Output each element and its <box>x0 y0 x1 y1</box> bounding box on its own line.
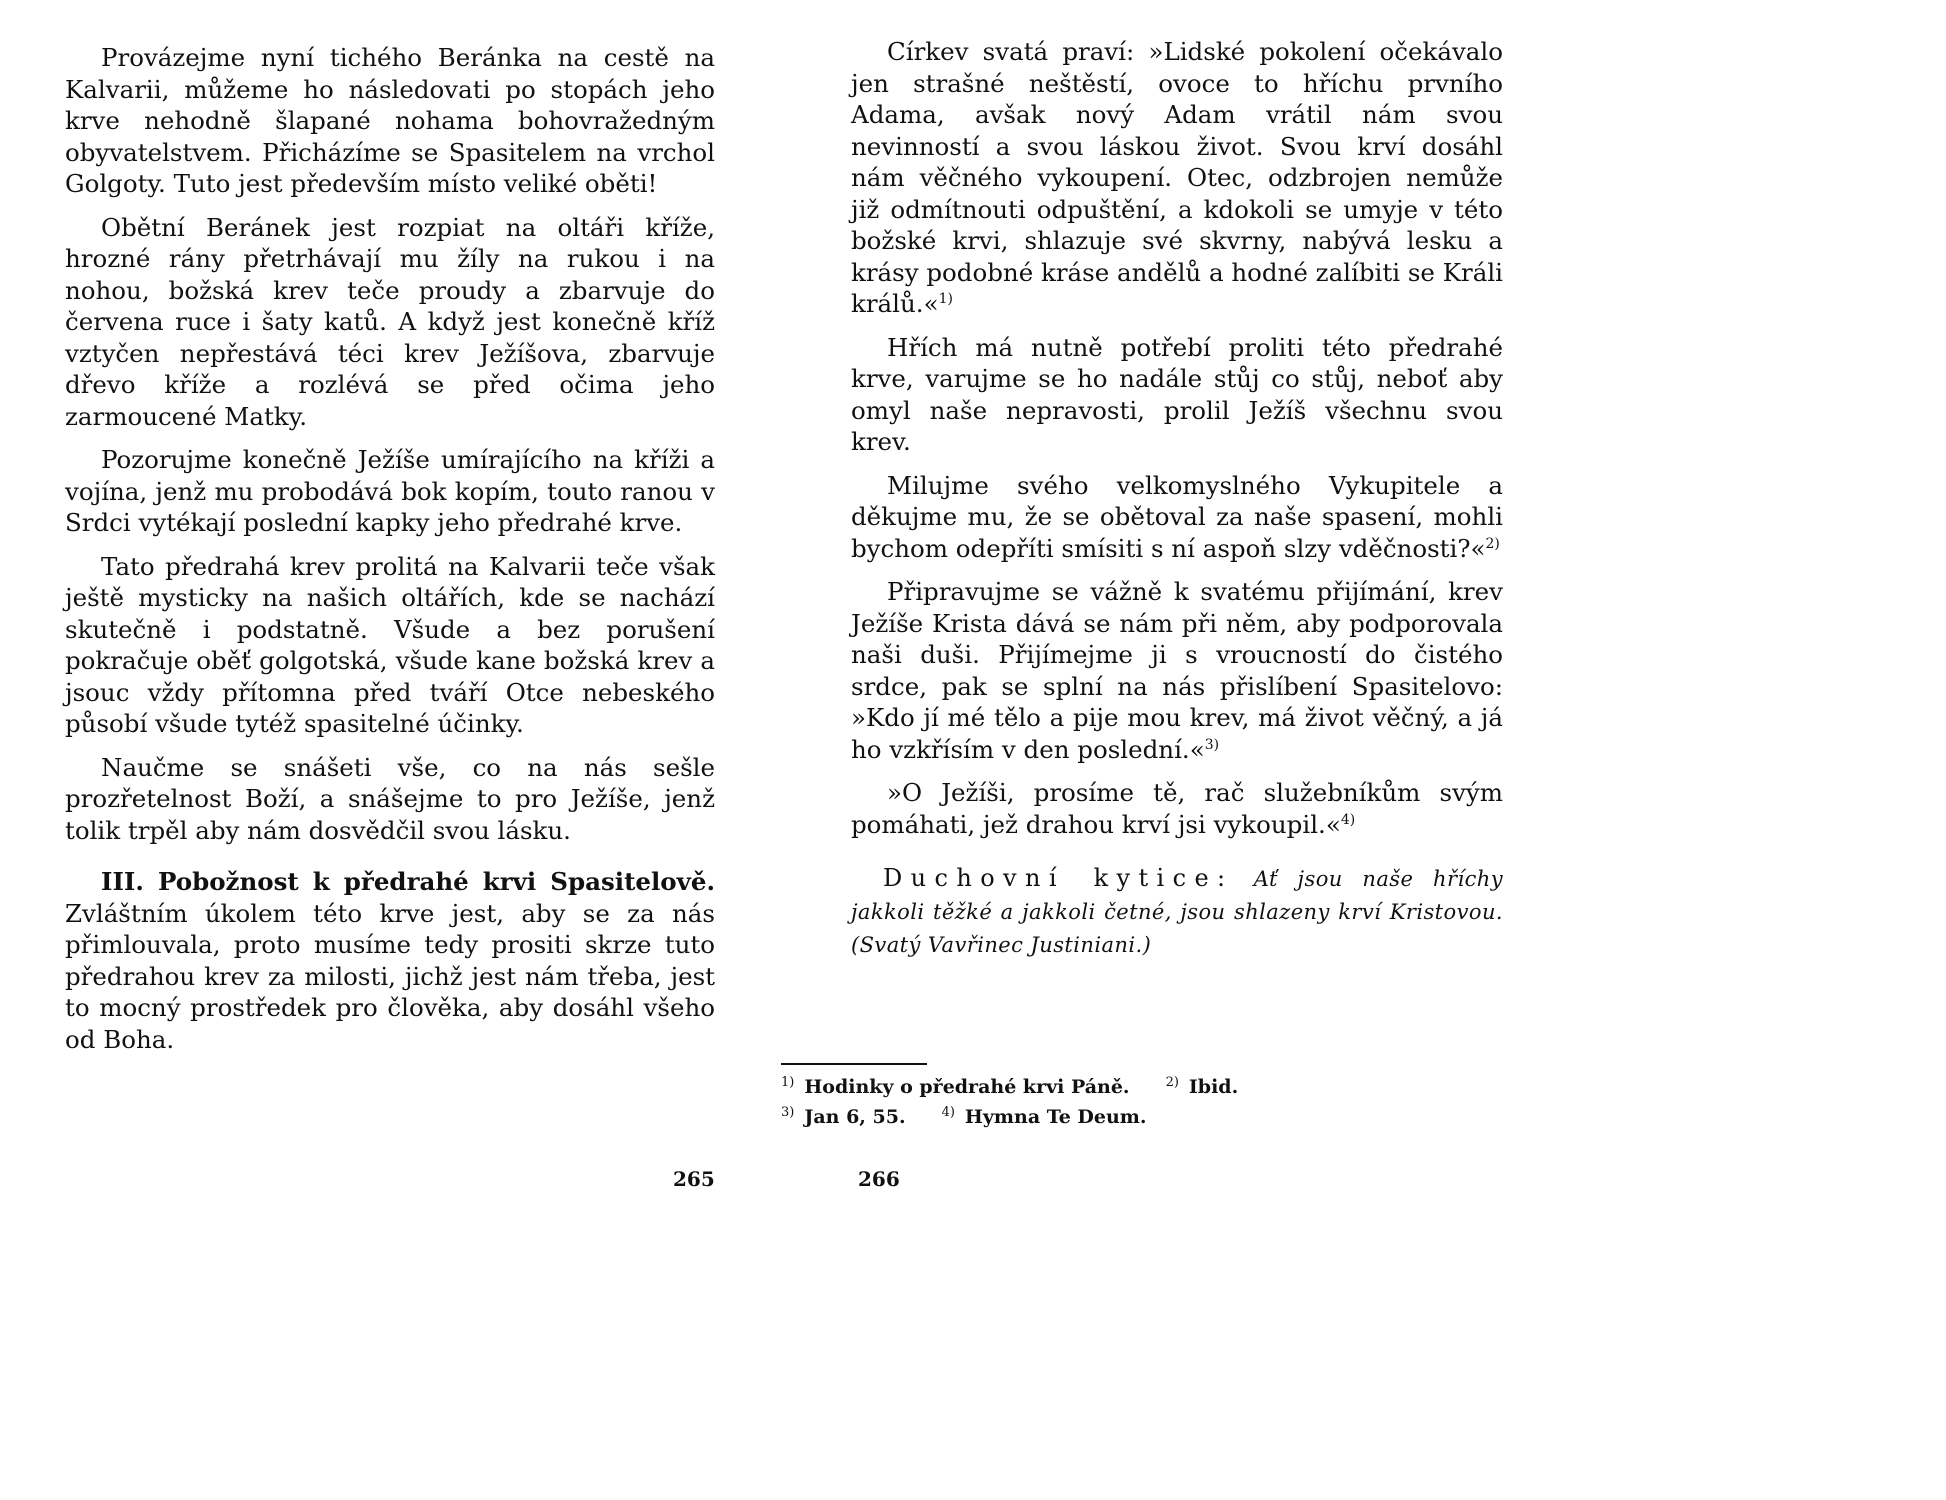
footnote-divider <box>781 1063 927 1065</box>
footnote-number: 4) <box>941 1105 955 1120</box>
section-text: Zvláštním úkolem této krve jest, aby se za nás přimlouvala, proto musíme tedy prositi skrze tuto předrahou krev za milosti, jichž jest nám třeba, jest to mocný prostředek pro člověka, aby dosáhl všeho od Boha. <box>65 898 715 1054</box>
bouquet-source: (Svatý Vavřinec Justiniani.) <box>851 933 1152 957</box>
gratitude-text: Milujme svého velkomyslného Vykupitele a děkujme mu, že se obětoval za naše spasení, mohli bychom odepříti smísiti s ní aspoň slzy vděčnosti?« <box>851 470 1503 563</box>
footnote-ref-3: 3) <box>1204 736 1220 753</box>
footnote-row <box>781 1072 1401 1102</box>
communion-text: Připravujme se vážně k svatému přijímání, krev Ježíše Krista dává se nám při něm, aby podporovala naši duši. Přijímejme ji s vroucností do čistého srdce, pak se splní na nás přislíbení Spasitelovo: »Kdo jí mé tělo a pije mou krev, má život věčný, a já ho vzkřísím v den poslední.« <box>851 577 1503 764</box>
bouquet-text: Ať jsou naše hříchy jakkoli těžké a jakkoli četné, jsou shlazeny krví Kristovou. <box>851 867 1503 924</box>
bouquet-label: Duchovní kytice: <box>883 864 1234 892</box>
paragraph-gratitude <box>851 470 1503 565</box>
paragraph-communion <box>851 576 1503 765</box>
footnote-4 <box>942 1102 1147 1132</box>
footnotes <box>781 1072 1401 1132</box>
right-text-column <box>851 36 1503 973</box>
paragraph-prayer <box>851 777 1503 840</box>
footnote-2 <box>1166 1072 1239 1102</box>
footnote-3 <box>781 1102 906 1132</box>
footnote-number: 3) <box>781 1105 795 1120</box>
paragraph-endurance: Naučme se snášeti vše, co na nás sešle prozřetelnost Boží, a snášejme to pro Ježíše, jenž tolik trpěl aby nám dosvědčil svou lásku. <box>65 752 715 845</box>
footnote-1 <box>781 1072 1130 1102</box>
footnote-number: 2) <box>1165 1075 1179 1090</box>
page-number-right: 266 <box>858 1167 900 1191</box>
footnote-text: Jan 6, 55. <box>804 1106 906 1128</box>
paragraph-sacrificial-lamb: Obětní Beránek jest rozpiat na oltáři kříže, hrozné rány přetrhávají mu žíly na rukou i na nohou, božská krev teče proudy a zbarvuje do červena ruce i šaty katů. A když jest konečně kříž vztyčen nepřestává téci krev Ježíšova, zbarvuje dřevo kříže a rozlévá se před očima jeho zarmoucené Matky. <box>65 212 715 431</box>
paragraph-church-quote <box>851 36 1503 320</box>
left-text-column <box>65 42 715 1067</box>
section-heading: III. Pobožnost k předrahé krvi Spasitelově. <box>101 867 715 896</box>
right-page <box>773 0 1546 1211</box>
paragraph-mystical-blood: Tato předrahá krev prolitá na Kalvarii teče však ještě mysticky na našich oltářích, kde se nachází skutečně i podstatně. Všude a bez porušení pokračuje oběť golgotská, všude kane božská krev a jsouc vždy přítomna před tváří Otce nebeského působí všude tytéž spasitelné účinky. <box>65 551 715 738</box>
footnote-text: Ibid. <box>1188 1076 1239 1098</box>
page-number-left: 265 <box>673 1167 715 1191</box>
footnote-text: Hymna Te Deum. <box>964 1106 1147 1128</box>
paragraph-dying-jesus: Pozorujme konečně Ježíše umírajícího na kříži a vojína, jenž mu probodává bok kopím, touto ranou v Srdci vytékají poslední kapky jeho předrahé krve. <box>65 445 715 537</box>
spiritual-bouquet <box>851 862 1503 961</box>
paragraph-calvary-path: Provázejme nyní tichého Beránka na cestě na Kalvarii, můžeme ho následovati po stopách jeho krve nehodně šlapané nohama bohovražedným obyvatelstvem. Přicházíme se Spasitelem na vrchol Golgoty. Tuto jest především místo veliké oběti! <box>65 43 715 198</box>
section-three <box>65 866 715 1055</box>
left-page <box>0 0 773 1211</box>
footnote-row <box>781 1102 1401 1132</box>
footnote-ref-4: 4) <box>1340 811 1356 828</box>
footnote-number: 1) <box>781 1075 795 1090</box>
footnote-ref-2: 2) <box>1485 535 1500 552</box>
church-quote-text: Církev svatá praví: »Lidské pokolení očekávalo jen strašné neštěstí, ovoce to hříchu prvního Adama, avšak nový Adam vrátil nám svou nevinností a svou láskou život. Svou krví dosáhl nám věčného vykoupení. Otec, odzbrojen nemůže již odmítnouti odpuštění, a kdokoli se umyje v této božské krvi, shlazuje své skvrny, nabývá lesku a krásy podobné kráse andělů a hodné zalíbiti se Králi králů.« <box>851 37 1503 318</box>
footnote-text: Hodinky o předrahé krvi Páně. <box>804 1076 1130 1098</box>
paragraph-sin: Hřích má nutně potřebí proliti této předrahé krve, varujme se ho nadále stůj co stůj, neboť aby omyl naše nepravosti, prolil Ježíš všechnu svou krev. <box>851 332 1503 456</box>
footnote-ref-1: 1) <box>938 290 953 307</box>
prayer-text: »O Ježíši, prosíme tě, rač služebníkům svým pomáhati, jež drahou krví jsi vykoupil.« <box>851 778 1503 839</box>
